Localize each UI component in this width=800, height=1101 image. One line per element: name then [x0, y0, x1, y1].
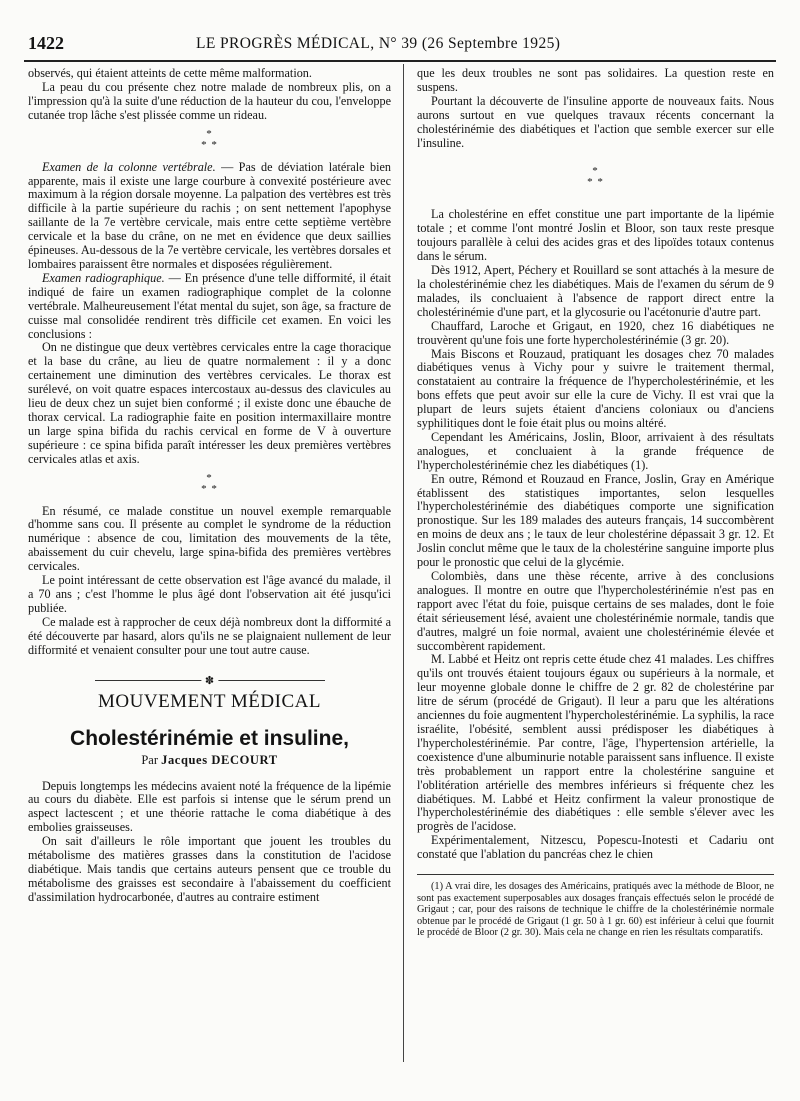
subheading: Examen de la colonne vertébrale. — [42, 159, 216, 174]
page-header — [28, 33, 772, 55]
paragraph: Ce malade est à rapprocher de ceux déjà nombreux dont la difformité a été découverte par hasard, alors qu'ils ne se plaignaient nullement de leur difformité et venaient consulter pour une tout autre cause. — [28, 614, 391, 657]
ornament-icon: ✽ — [201, 674, 218, 687]
paragraph: Chauffard, Laroche et Grigaut, en 1920, chez 16 diabétiques ne trouvèrent qu'une fois une forte hypercholestérinémie (3 gr. 20). — [417, 318, 774, 347]
paragraph: La cholestérine en effet constitue une part importante de la lipémie totale ; et comme l'ont montré Joslin et Bloor, son taux reste presque toujours parallèle à celui des acides gras et des lipoïdes totaux contenus dans le sérum. — [417, 207, 774, 264]
byline: Par Jacques DECOURT — [141, 752, 278, 767]
paragraph-exam-radio: Examen radiographique. — En présence d'une telle difformité, il était indiqué de faire un examen radiographique complet de la colonne vertébrale. Malheureusement l'état mental du sujet, son âge, sa fracture de cuisse mal consolidée rendirent très difficile cet examen. En voici les conclusions : — [28, 270, 392, 341]
footnote: (1) A vrai dire, les dosages des Américains, pratiqués avec la méthode de Bloor, ne sont pas exactement superposables aux dosages français effectués selon le procédé de Grigaut ; car, pour des raisons de technique le chiffre de la cholestérinémie normale obtenue par le procédé de Grigaut (1 gr. 50 à 1 gr. 60) est inférieur à celui que fournit le procédé de Bloor (2 gr. 30). Mais cela ne change en rien les résultats comparatifs. — [417, 881, 774, 939]
paragraph: La peau du cou présente chez notre malade de nombreux plis, on a l'impression qu'à la suite d'une réduction de la hauteur du cou, l'enveloppe cutanée trop lâche s'est plissée comme un rideau. — [28, 79, 391, 122]
section-rule — [95, 674, 325, 687]
section-separator-stars: * * * — [587, 165, 604, 189]
paragraph: Mais Biscons et Rouzaud, pratiquant les dosages chez 70 malades diabétiques venus à Vichy pour y suivre le traitement thermal, constataient au contraire la fréquence de l'hypercholestérinémie, et les bons effets que peut avoir sur elle la cure de Vichy. Il est vrai que la plupart de leurs sujets étaient d'anciens coloniaux ou d'anciens syphilitiques dont le foie était plus ou moins altéré. — [417, 346, 774, 431]
footnote-rule — [417, 874, 774, 875]
paragraph: En résumé, ce malade constitue un nouvel exemple remarquable d'homme sans cou. Il présente au complet le syndrome de la réduction numérique : absence de cou, limitation des mouvements de la tête, abaissement du cuir chevelu, large spina-bifida des premières vertèbres cervicales. — [28, 503, 391, 574]
article-title: Cholestérinémie et insuline, — [70, 726, 349, 750]
paragraph: Cependant les Américains, Joslin, Bloor, arrivaient à des résultats analogues, et concluaient à la grande fréquence de l'hypercholestérinémie chez les diabétiques (1). — [417, 429, 774, 472]
journal-title: LE PROGRÈS MÉDICAL, N° 39 (26 Septembre 1925) — [196, 35, 561, 52]
right-column — [417, 67, 774, 939]
section-title: MOUVEMENT MÉDICAL — [98, 690, 321, 712]
paragraph: On ne distingue que deux vertèbres cervicales entre la cage thoracique et la base du crâne, au lieu de quatre normalement : il y a donc certainement une diminution des vertèbres cervicales. Le thorax est surélevé, on voit quatre espaces intercostaux au-dessus des clavicules au lieu de deux chez un sujet bien conformé ; il existe donc une ébauche de thorax cervical. La radiographie faite en position intermaxillaire montre un large spina bifida du rachis cervical en forme de V à ouverture supérieure : ce spina bifida paraît intéresser les deux premières vertèbres cervicales atlas et axis. — [28, 340, 391, 466]
page-number: 1422 — [28, 33, 64, 53]
header-rule — [24, 60, 776, 62]
paragraph-exam-vertebral: Examen de la colonne vertébrale. — Pas de déviation latérale bien apparente, mais il existe une large courbure à convexité postérieure avec maximum à la région dorsale moyenne. La palpation des vertèbres est très difficile à la partie supérieure du rachis ; on sent nettement l'apophyse saillante de la 7e vertèbre cervicale, mais entre cette septième vertèbre cervicale et la base du crâne, on ne met en évidence que deux saillies épineuses. Au-dessous de la 7e vertèbre cervicale, les vertèbres dorsales et lombaires paraissent être normales et disposées régulièrement. — [28, 159, 391, 271]
paragraph: observés, qui étaient atteints de cette même malformation. — [28, 66, 312, 80]
author-name: Jacques DECOURT — [161, 752, 278, 767]
paragraph: Expérimentalement, Nitzescu, Popescu-Inotesti et Cadariu ont constaté que l'ablation du pancréas chez le chien — [417, 833, 774, 862]
paragraph: que les deux troubles ne sont pas solidaires. La question reste en suspens. — [417, 66, 774, 94]
subheading: Examen radiographique. — [42, 270, 165, 285]
paragraph: Le point intéressant de cette observation est l'âge avancé du malade, il a 70 ans ; c'est l'homme le plus âgé dont l'observation ait été jusqu'ici publiée. — [28, 573, 391, 615]
paragraph: En outre, Rémond et Rouzaud en France, Joslin, Gray en Amérique établissent des statistiques importantes, selon lesquelles l'hypercholestérinémie des diabétiques comporte une signification pronostique. Sur les 189 malades des auteurs français, 14 succombèrent en moins de deux ans ; le taux de leur cholestérine dépassait 3 gr. 12. Et Joslin conclut même que le taux de la cholestérine sanguine importe plus pour le pronostic que celui de la glycémie. — [417, 471, 774, 570]
paragraph: Depuis longtemps les médecins avaient noté la fréquence de la lipémie au cours du diabète. Elle est parfois si intense que le sérum prend un aspect lactescent ; et une théorie rattache le coma diabétique à des embolies graisseuses. — [28, 778, 391, 835]
paragraph: Colombiès, dans une thèse récente, arrive à des conclusions analogues. Il montre en outre que l'hypercholestérinémie n'est pas en rapport avec l'état du foie, puisque certains de ses malades, dont le foie était sérieusement lésé, avaient une cholestérinémie normale, tandis que d'autres, malgré un foie normal, avaient une cholestérinémie élevée et succombèrent rapidement. — [417, 569, 774, 653]
column-divider — [403, 64, 404, 1062]
paragraph: Dès 1912, Apert, Péchery et Rouillard se sont attachés à la mesure de la cholestérinémie chez les diabétiques. Mais de l'examen du sérum de 9 malades, ils concluaient à l'absence de rapport direct entre la cholestérinémie d'une part, et la glycosurie ou l'acétonurie d'autre part. — [417, 263, 774, 319]
paragraph: Pourtant la découverte de l'insuline apporte de nouveaux faits. Nous aurons surtout en vue quelques travaux récents concernant la cholestérinémie des diabétiques et l'action que semble exercer sur elle l'insuline. — [417, 93, 774, 150]
section-separator-stars: * * * — [201, 127, 218, 151]
paragraph: M. Labbé et Heitz ont repris cette étude chez 41 malades. Les chiffres qu'ils ont trouvés étaient toujours égaux ou supérieurs à la normale, et leur moyenne globale donne le chiffre de 2 gr. 82 de cholestérine par litre de sérum (procédé de Grigaut). Il leur a paru que les altérations anciennes du foie augmentent l'hypercholestérinémie. La syphilis, la race israélite, l'obésité, semblent aussi prédisposer les diabétiques à l'hypercholestérinémie. Par contre, l'âge, l'hypertension artérielle, la coexistence d'une albuminurie notable paraissent sans influence. Il existe très probablement un rapport entre la cholestérine sanguine et l'oblitération artérielle des membres inférieurs si fréquente chez les diabétiques. M. Labbé et Heitz confirment la valeur pronostique de l'hypercholestérinémie des diabétiques : elle semble s'élever avec les progrès de l'acidose. — [417, 652, 774, 834]
left-column — [28, 67, 391, 905]
section-separator-stars: * * * — [201, 471, 218, 495]
paragraph: On sait d'ailleurs le rôle important que jouent les troubles du métabolisme des matières grasses dans la constitution de l'acidose diabétique. Mais tandis que certains auteurs pensent que ce trouble du métabolisme des graisses est secondaire à l'abaissement du coefficient d'assimilation hydrocarbonée, d'autres au contraire estiment — [28, 834, 391, 904]
